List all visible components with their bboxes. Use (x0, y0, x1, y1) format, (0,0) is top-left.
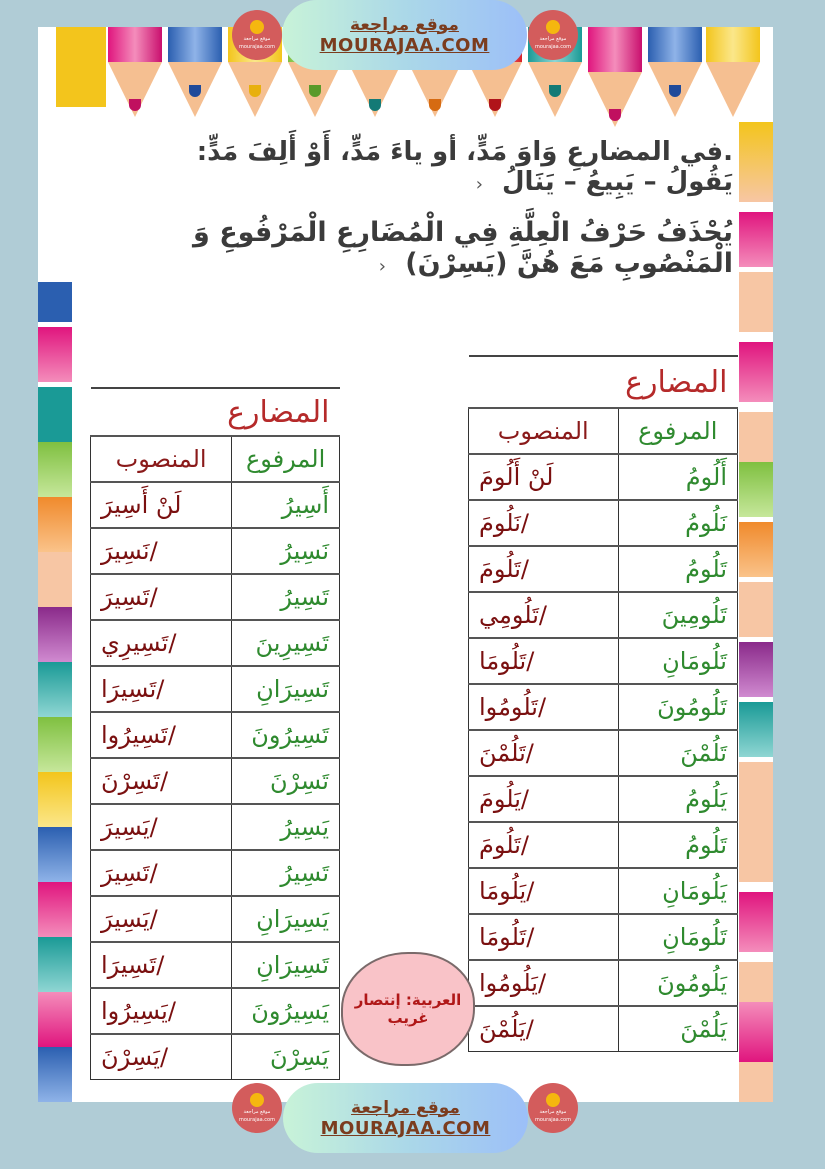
mansoob-word: تَسِيرَ (101, 583, 150, 611)
header-marfoo: المرفوع (232, 436, 340, 482)
slash-separator: / (149, 859, 158, 887)
marfoo-cell: تَلُومِينَ (618, 592, 738, 638)
mansoob-word: تَلُومِي (479, 601, 539, 629)
table-row (91, 620, 340, 666)
marfoo-cell: يَلُومُونَ (618, 960, 738, 1006)
slash-separator: / (520, 555, 529, 583)
mansoob-word: تَلُومَا (479, 647, 527, 675)
slash-separator: / (526, 923, 535, 951)
table-row (469, 638, 738, 684)
table-row (91, 574, 340, 620)
chevron-icon: ‹ (378, 256, 386, 277)
table-row (469, 776, 738, 822)
mansoob-cell (91, 712, 232, 758)
mansoob-word: يَلُمْنَ (479, 1015, 526, 1043)
mansoob-cell (469, 730, 619, 776)
table-row (469, 684, 738, 730)
mansoob-word: نَلُومَ (479, 509, 521, 537)
marfoo-cell: أَسِيرُ (232, 482, 340, 528)
mansoob-word: تَسِيرَ (101, 859, 150, 887)
marfoo-cell: تَسِرْنَ (232, 758, 340, 804)
table-row (91, 804, 340, 850)
conjugation-table-seer (90, 387, 340, 1080)
table-row (91, 712, 340, 758)
site-banner-bottom[interactable] (283, 1083, 528, 1153)
table-row (91, 482, 340, 528)
table-row (469, 500, 738, 546)
mansoob-word: نَسِيرَ (101, 537, 150, 565)
rule-line-1-text: .في المضارعِ وَاوَ مَدٍّ، أو ياءَ مَدٍّ، أَوْ أَلِفَ مَدٍّ: يَقُولُ – يَبِيعُ – يَنَالُ (196, 137, 733, 197)
marfoo-cell: نَسِيرُ (232, 528, 340, 574)
mansoob-cell (91, 574, 232, 620)
slash-separator: / (167, 721, 176, 749)
book-icon (250, 1093, 264, 1107)
table-row (91, 942, 340, 988)
mansoob-word: تَلُومَا (479, 923, 527, 951)
header-marfoo: المرفوع (618, 408, 738, 454)
mansoob-cell (469, 454, 619, 500)
marfoo-cell: تَلُومُ (618, 822, 738, 868)
site-link[interactable]: MOURAJAA.COM (320, 1117, 491, 1139)
site-logo-badge-left-footer: موقع مراجعة mourajaa.com (232, 1083, 282, 1133)
slash-separator: / (156, 675, 165, 703)
table-row (91, 666, 340, 712)
table-title: المضارع (227, 394, 330, 430)
mansoob-cell (91, 850, 232, 896)
table-row (91, 896, 340, 942)
marfoo-cell: تَسِيرُونَ (232, 712, 340, 758)
marfoo-cell: تَسِيرُ (232, 850, 340, 896)
site-title-arabic[interactable]: موقع مراجعة (350, 14, 459, 35)
mansoob-word: يَسِيرَ (101, 905, 150, 933)
author-name: غريب (387, 1009, 429, 1027)
mansoob-cell (469, 638, 619, 684)
book-icon (546, 20, 560, 34)
marfoo-cell: يَسِيرُونَ (232, 988, 340, 1034)
site-link[interactable]: MOURAJAA.COM (319, 34, 490, 56)
table-row (469, 822, 738, 868)
mansoob-cell (91, 482, 232, 528)
mansoob-word: تَسِيرَا (101, 675, 157, 703)
table-row (469, 592, 738, 638)
mansoob-word: تَسِيرَا (101, 951, 157, 979)
mansoob-cell (91, 620, 232, 666)
slash-separator: / (159, 767, 169, 795)
author-cloud-note (341, 952, 475, 1066)
mansoob-cell (469, 1006, 619, 1052)
slash-separator: / (149, 905, 158, 933)
chevron-icon: ‹ (475, 174, 483, 195)
table-row (469, 914, 738, 960)
slash-separator: / (525, 739, 534, 767)
mansoob-cell (91, 666, 232, 712)
marfoo-cell: نَلُومُ (618, 500, 738, 546)
slash-separator: / (520, 509, 529, 537)
mansoob-word: تَسِرْنَ (101, 767, 160, 795)
table-row (91, 850, 340, 896)
book-icon (250, 20, 264, 34)
book-icon (546, 1093, 560, 1107)
site-logo-badge-left: موقع مراجعة mourajaa.com (232, 10, 282, 60)
slash-separator: / (526, 877, 535, 905)
mansoob-cell (91, 758, 232, 804)
marfoo-cell: تَلُومَانِ (618, 638, 738, 684)
table-row (91, 758, 340, 804)
mansoob-word: تَلُومَ (479, 555, 521, 583)
table-title-cell (91, 388, 340, 436)
marfoo-cell: تَسِيرِينَ (232, 620, 340, 666)
slash-separator: / (526, 647, 535, 675)
slash-separator: / (167, 997, 176, 1025)
table-row (469, 730, 738, 776)
slash-separator: / (168, 629, 177, 657)
mansoob-word: يَسِيرُوا (101, 997, 168, 1025)
mansoob-cell (91, 528, 232, 574)
table-title-cell (469, 356, 738, 408)
mansoob-word: يَسِيرَ (101, 813, 150, 841)
table-title: المضارع (625, 364, 728, 400)
table-row (469, 546, 738, 592)
worksheet-page (38, 27, 773, 1102)
table-row (91, 988, 340, 1034)
rule-line-2 (148, 217, 733, 279)
mansoob-cell (91, 942, 232, 988)
mansoob-cell (91, 988, 232, 1034)
marfoo-cell: يَلُومَانِ (618, 868, 738, 914)
mansoob-cell (469, 592, 619, 638)
marfoo-cell: أَلُومُ (618, 454, 738, 500)
mansoob-cell (91, 896, 232, 942)
marfoo-cell: يَلُومُ (618, 776, 738, 822)
mansoob-cell (469, 868, 619, 914)
mansoob-word: يَلُومُوا (479, 969, 538, 997)
slash-separator: / (537, 969, 547, 997)
mansoob-cell (469, 776, 619, 822)
mansoob-word: تَسِيرُوا (101, 721, 168, 749)
marfoo-cell: تَلُومُ (618, 546, 738, 592)
marfoo-cell: يَلُمْنَ (618, 1006, 738, 1052)
slash-separator: / (149, 537, 158, 565)
mansoob-word: يَسِرْنَ (101, 1043, 160, 1071)
mansoob-word: تَلُومَ (479, 831, 521, 859)
site-title-arabic[interactable]: موقع مراجعة (351, 1097, 460, 1118)
slash-separator: / (520, 785, 529, 813)
mansoob-cell (91, 804, 232, 850)
mansoob-cell (469, 822, 619, 868)
mansoob-cell (469, 960, 619, 1006)
header-mansoob: المنصوب (469, 408, 619, 454)
marfoo-cell: تَلُومُونَ (618, 684, 738, 730)
marfoo-cell: يَسِيرَانِ (232, 896, 340, 942)
mansoob-word: تَسِيرِي (101, 629, 169, 657)
slash-separator: / (525, 1015, 534, 1043)
table-row (91, 528, 340, 574)
marfoo-cell: يَسِرْنَ (232, 1034, 340, 1080)
table-row (91, 1034, 340, 1080)
slash-separator: / (537, 693, 547, 721)
slash-separator: / (149, 583, 158, 611)
slash-separator: / (538, 601, 547, 629)
mansoob-cell (469, 500, 619, 546)
marfoo-cell: يَسِيرُ (232, 804, 340, 850)
slash-separator: / (520, 831, 529, 859)
mansoob-word: تَلُمْنَ (479, 739, 526, 767)
slash-separator: / (149, 813, 158, 841)
table-row (469, 1006, 738, 1052)
marfoo-cell: تَسِيرُ (232, 574, 340, 620)
mansoob-word: لَنْ أَلُومَ (479, 463, 554, 491)
slash-separator: / (159, 1043, 169, 1071)
marfoo-cell: تَسِيرَانِ (232, 666, 340, 712)
conjugation-table-loom (468, 355, 738, 1052)
rule-line-1 (148, 137, 733, 197)
marfoo-cell: تَسِيرَانِ (232, 942, 340, 988)
header-mansoob: المنصوب (91, 436, 232, 482)
mansoob-cell (469, 546, 619, 592)
marfoo-cell: تَلُومَانِ (618, 914, 738, 960)
mansoob-word: لَنْ أَسِيرَ (101, 491, 182, 519)
table-row (469, 960, 738, 1006)
mansoob-cell (91, 1034, 232, 1080)
site-logo-badge-right: موقع مراجعة mourajaa.com (528, 10, 578, 60)
mansoob-word: تَلُومُوا (479, 693, 538, 721)
mansoob-word: يَلُومَ (479, 785, 521, 813)
mansoob-cell (469, 914, 619, 960)
site-logo-badge-right-footer: موقع مراجعة mourajaa.com (528, 1083, 578, 1133)
rule-line-2-text: يُحْذَفُ حَرْفُ الْعِلَّةِ فِي الْمُضَارِعِ الْمَرْفُوعِ وَ الْمَنْصُوبِ مَعَ هُنَّ (يَسِرْنَ) (193, 217, 733, 279)
table-row (469, 868, 738, 914)
site-banner-top[interactable] (282, 0, 527, 70)
mansoob-cell (469, 684, 619, 730)
marfoo-cell: تَلُمْنَ (618, 730, 738, 776)
mansoob-word: يَلُومَا (479, 877, 527, 905)
slash-separator: / (156, 951, 165, 979)
table-row (469, 454, 738, 500)
author-label: العربية: إنتصار (354, 991, 462, 1009)
